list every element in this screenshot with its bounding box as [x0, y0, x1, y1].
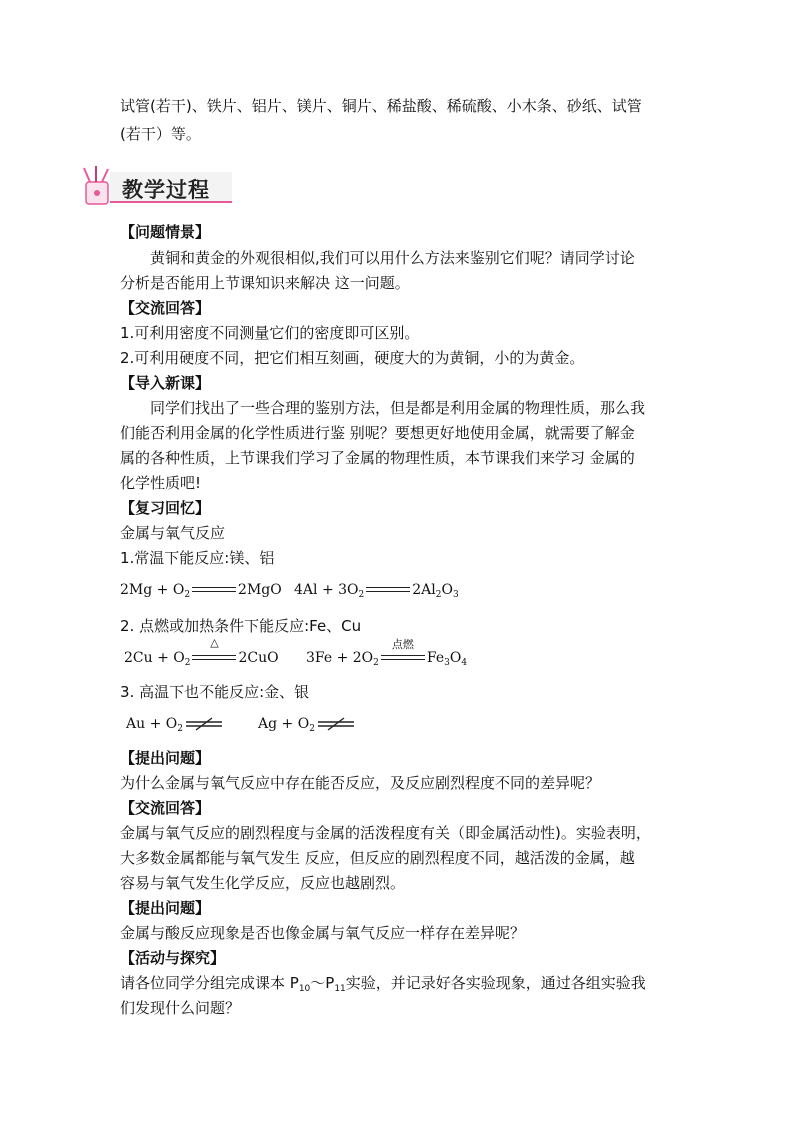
exchange2-heading: 【交流回答】 — [120, 799, 211, 817]
exchange2-paragraph-1: 金属与氧气反应的剧烈程度与金属的活泼程度有关（即金属活动性)。实验表明， — [120, 824, 651, 842]
equation-cu: $2Cu + O_2$ △ 2CuO — [124, 636, 279, 668]
ignite-condition: 点燃 — [391, 638, 414, 651]
review-heading: 【复习回忆】 — [120, 499, 211, 517]
exchange2-paragraph-2: 大多数金属都能与氧气发生 反应，但反应的剧烈程度不同，越活泼的金属，越 — [120, 849, 635, 867]
exchange2-paragraph-3: 容易与氧气发生化学反应，反应也越剧烈。 — [120, 874, 406, 892]
scene-heading: 【问题情景】 — [120, 223, 211, 241]
intro-paragraph-1: 同学们找出了一些合理的鉴别方法，但是都是利用金属的物理性质，那么我 — [150, 399, 646, 417]
review-case-1: 1.常温下能反应:镁、铝 — [120, 549, 275, 567]
question2-heading: 【提出问题】 — [120, 899, 211, 917]
materials-line-1: 试管(若干)、铁片、铝片、镁片、铜片、稀盐酸、稀硫酸、小木条、砂纸、试管 — [120, 97, 642, 115]
exchange1-item-1: 1.可利用密度不同测量它们的密度即可区别。 — [120, 324, 420, 342]
exchange1-heading: 【交流回答】 — [120, 299, 211, 317]
intro-paragraph-2: 们能否利用金属的化学性质进行鉴 别呢？要想更好地使用金属，就需要了解金 — [120, 424, 635, 442]
section-title: 教学过程 — [122, 178, 210, 202]
activity-heading: 【活动与探究】 — [120, 949, 226, 967]
equation-al: $4Al + 3O_2$ $2Al_2O_3$ — [294, 582, 459, 600]
scene-paragraph-2: 分析是否能用上节课知识来解决 这一问题。 — [120, 274, 410, 292]
no-reaction-icon — [186, 717, 222, 731]
heat-condition: △ — [210, 636, 219, 649]
question1-text: 为什么金属与氧气反应中存在能否反应，及反应剧烈程度不同的差异呢？ — [120, 774, 601, 792]
equals-arrow — [192, 636, 236, 664]
equation-mg: $2Mg + O_2$ 2MgO — [120, 582, 282, 600]
review-case-2: 2. 点燃或加热条件下能反应:Fe、Cu — [120, 617, 362, 635]
equation-au: $Au + O_2$ — [126, 716, 222, 734]
exchange1-item-2: 2.可利用硬度不同，把它们相互刻画，硬度大的为黄铜，小的为黄金。 — [120, 349, 585, 367]
scene-paragraph-1: 黄铜和黄金的外观很相似,我们可以用什么方法来鉴别它们呢？请同学讨论 — [150, 249, 635, 267]
intro-paragraph-3: 属的各种性质，上节课我们学习了金属的物理性质，本节课我们来学习 金属的 — [120, 449, 635, 467]
equation-ag: $Ag + O_2$ — [258, 716, 354, 734]
equals-arrow — [366, 584, 410, 596]
materials-line-2: (若干）等。 — [120, 125, 201, 143]
activity-paragraph-1: 请各位同学分组完成课本 $P_{10}\sim P_{11}$实验，并记录好各实验现象，通过各组实验我 — [120, 974, 646, 994]
equals-arrow — [192, 584, 236, 596]
equals-arrow — [381, 638, 425, 664]
review-subtitle: 金属与氧气反应 — [120, 524, 226, 542]
equation-fe: $3Fe + 2O_2$ 点燃 $Fe_3O_4$ — [306, 638, 468, 668]
activity-paragraph-2: 们发现什么问题？ — [120, 999, 241, 1017]
pencil-cup-icon — [84, 166, 108, 204]
question1-heading: 【提出问题】 — [120, 749, 211, 767]
no-reaction-icon — [318, 717, 354, 731]
intro-paragraph-4: 化学性质吧! — [120, 474, 202, 492]
intro-heading: 【导入新课】 — [120, 374, 211, 392]
review-case-3: 3. 高温下也不能反应:金、银 — [120, 683, 310, 701]
question2-text: 金属与酸反应现象是否也像金属与氧气反应一样存在差异呢？ — [120, 924, 526, 942]
